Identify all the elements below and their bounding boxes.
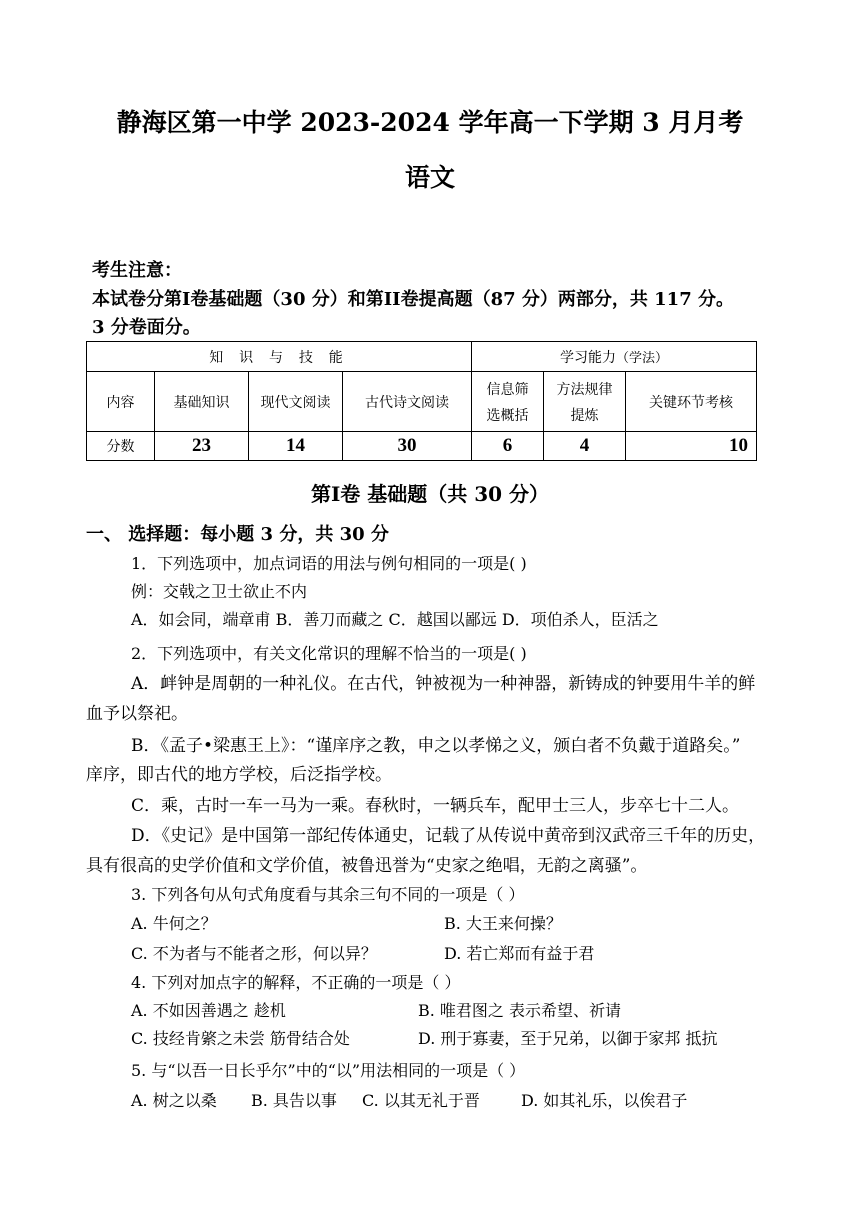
- q4-option-c: C. 技经肯綮之未尝 筋骨结合处: [131, 1029, 350, 1048]
- content-label: 内容: [87, 372, 155, 432]
- q2-option-a-line2: 血予以祭祀。: [86, 704, 188, 724]
- q2-option-b-line2: 庠序，即古代的地方学校，后泛指学校。: [86, 765, 392, 785]
- score-modern-reading: 14: [249, 432, 343, 461]
- q1-stem: 1．下列选项中，加点词语的用法与例句相同的一项是( ): [131, 554, 527, 573]
- score-basic-knowledge: 23: [155, 432, 249, 461]
- q4-option-a: A. 不如因善遇之 趁机: [131, 1001, 286, 1020]
- column-key-link: 关键环节考核: [626, 372, 757, 432]
- score-label: 分数: [87, 432, 155, 461]
- column-basic-knowledge: 基础知识: [155, 372, 249, 432]
- q3-option-a: A. 牛何之？: [131, 914, 217, 933]
- q5-option-a: A. 树之以桑: [131, 1091, 217, 1110]
- notice-label: 考生注意：: [92, 260, 182, 281]
- score-classical-reading: 30: [343, 432, 472, 461]
- q2-option-b-line1: B．《孟子•梁惠王上》：“谨庠序之教，申之以孝悌之义，颁白者不负戴于道路矣。”: [131, 736, 741, 756]
- q4-option-b: B. 唯君图之 表示希望、祈请: [418, 1001, 622, 1020]
- learning-ability-header: 学习能力（学法）: [472, 342, 757, 372]
- score-table: [86, 341, 757, 461]
- q2-stem: 2．下列选项中，有关文化常识的理解不恰当的一项是( ): [131, 644, 527, 663]
- q5-option-c: C. 以其无礼于晋: [362, 1091, 480, 1110]
- q5-option-d: D. 如其礼乐，以俟君子: [521, 1091, 688, 1110]
- q2-option-d-line2: 具有很高的史学价值和文学价值，被鲁迅誉为“史家之绝唱，无韵之离骚”。: [86, 856, 648, 876]
- q3-option-c: C. 不为者与不能者之形，何以异？: [131, 944, 377, 963]
- q5-option-b: B. 具告以事: [251, 1091, 337, 1110]
- q3-stem: 3. 下列各句从句式角度看与其余三句不同的一项是（ ）: [131, 885, 525, 904]
- subject-title: 语文: [404, 163, 455, 192]
- column-info-filtering: 信息筛 选概括: [472, 372, 544, 432]
- section-1-title: 第I卷 基础题（共 30 分）: [310, 482, 550, 506]
- score-method-rules: 4: [544, 432, 626, 461]
- score-key-link: 10: [626, 432, 757, 461]
- q5-stem: 5. 与“以吾一日长乎尔”中的“以”用法相同的一项是（ ）: [131, 1061, 526, 1080]
- q2-option-d-line1: D．《史记》是中国第一部纪传体通史，记载了从传说中黄帝到汉武帝三千年的历史，: [131, 826, 766, 846]
- q4-option-d: D. 刑于寡妻，至于兄弟，以御于家邦 抵抗: [418, 1029, 718, 1048]
- column-method-rules: 方法规律 提炼: [544, 372, 626, 432]
- notice-line-2: 3 分卷面分。: [92, 317, 201, 338]
- q2-option-a-line1: A．衅钟是周朝的一种礼仪。在古代，钟被视为一种神器，新铸成的钟要用牛羊的鲜: [131, 674, 756, 694]
- q4-stem: 4. 下列对加点字的解释，不正确的一项是（ ）: [131, 973, 461, 992]
- q2-option-c: C．乘，古时一车一马为一乘。春秋时，一辆兵车，配甲士三人，步卒七十二人。: [131, 796, 740, 816]
- score-info-filtering: 6: [472, 432, 544, 461]
- q1-options: A．如会同，端章甫 B．善刀而藏之 C．越国以鄙远 D．项伯杀人，臣活之: [131, 610, 659, 629]
- part-1-title: 一、 选择题：每小题 3 分，共 30 分: [86, 524, 389, 545]
- q1-example: 例：交戟之卫士欲止不内: [131, 582, 308, 601]
- column-modern-reading: 现代文阅读: [249, 372, 343, 432]
- notice-line-1: 本试卷分第I卷基础题（30 分）和第II卷提高题（87 分）两部分，共 117 分。: [92, 289, 734, 310]
- q3-option-d: D. 若亡郑而有益于君: [444, 944, 595, 963]
- column-classical-reading: 古代诗文阅读: [343, 372, 472, 432]
- q3-option-b: B. 大王来何操？: [444, 914, 562, 933]
- exam-title: 静海区第一中学 2023-2024 学年高一下学期 3 月月考: [116, 108, 744, 137]
- knowledge-skill-header: 知 识 与 技 能: [87, 342, 472, 372]
